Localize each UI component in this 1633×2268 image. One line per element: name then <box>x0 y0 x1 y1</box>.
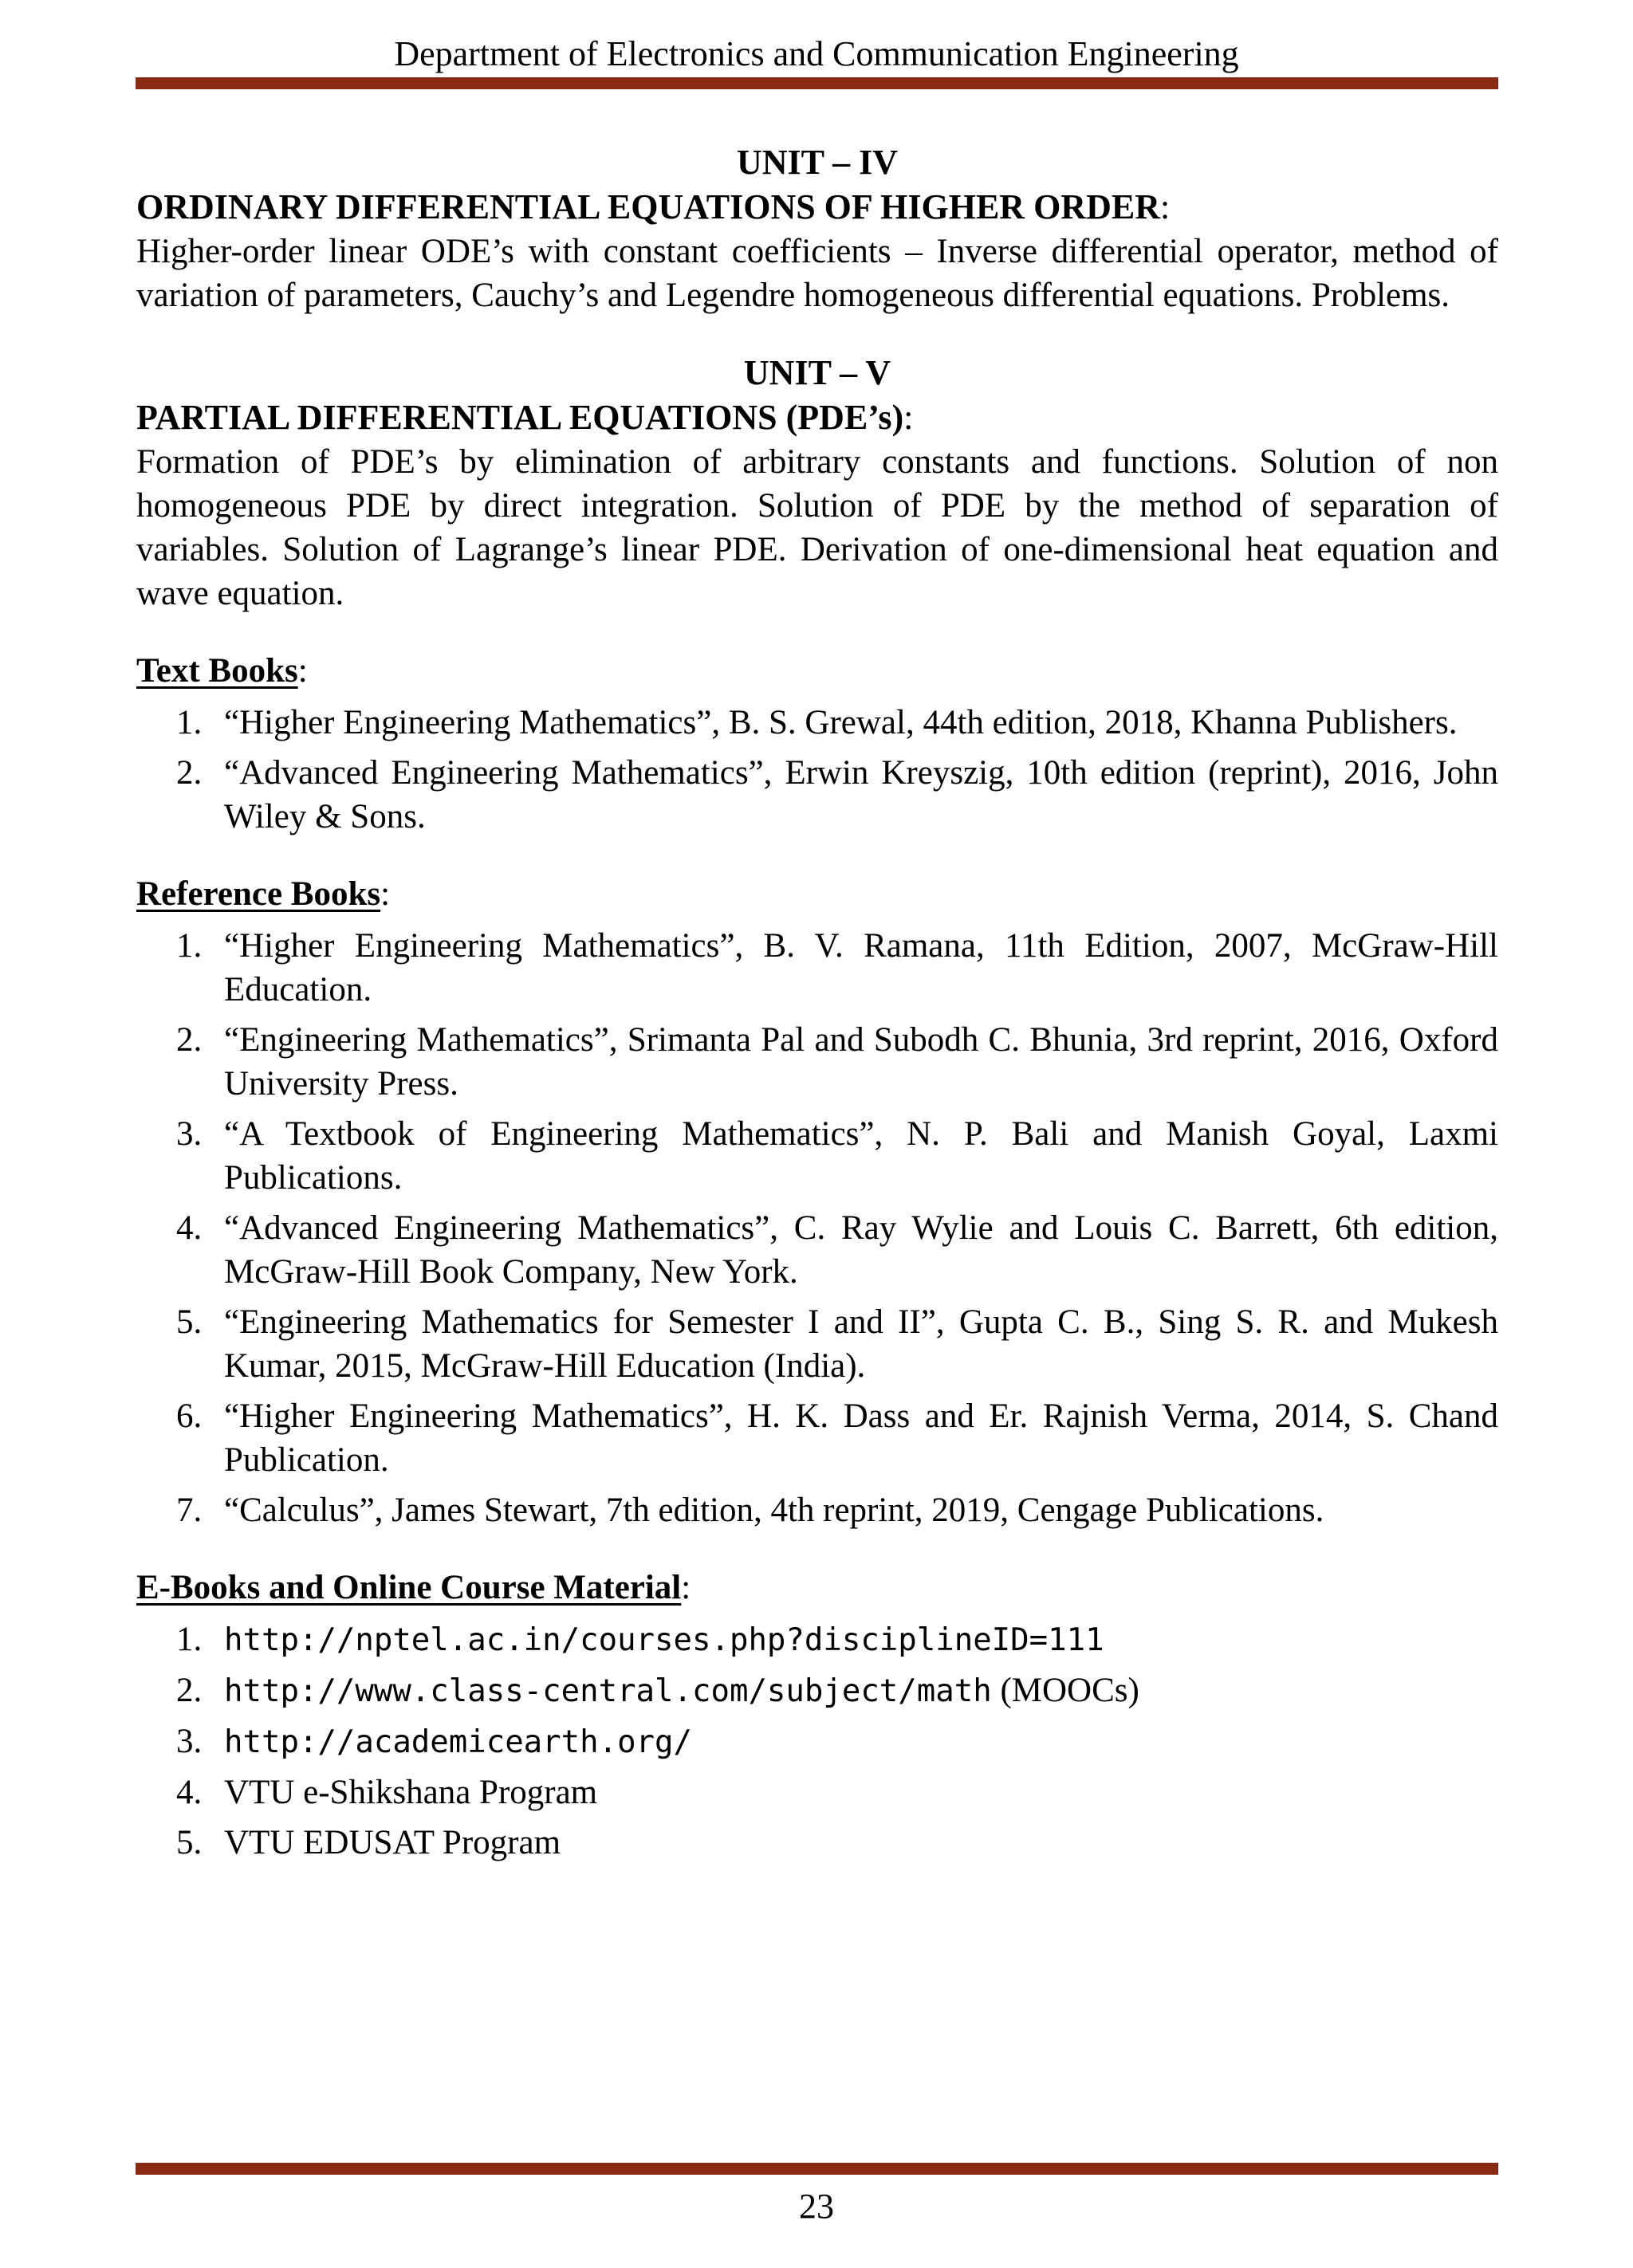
list-item <box>136 701 1498 745</box>
list-item-text: “Higher Engineering Mathematics”, B. V. Ramana, 11th Edition, 2007, McGraw-Hill Education. <box>224 927 1498 1008</box>
list-item <box>136 1720 1498 1764</box>
text-books-list <box>136 701 1498 839</box>
ebook-link[interactable]: http://academicearth.org/ <box>224 1724 692 1760</box>
list-item-number: 4. <box>176 1209 203 1247</box>
header-rule <box>136 77 1498 89</box>
unit-5-heading <box>136 395 1498 440</box>
list-item-number: 2. <box>176 1021 203 1059</box>
page-header: Department of Electronics and Communication Engineering <box>394 34 1239 73</box>
list-item-number: 3. <box>176 1115 203 1153</box>
reference-books-heading <box>136 872 1498 916</box>
list-item <box>136 1206 1498 1294</box>
list-item-text: “A Textbook of Engineering Mathematics”, N. P. Bali and Manish Goyal, Laxmi Publications. <box>224 1115 1498 1197</box>
list-item <box>136 1669 1498 1713</box>
unit-4-heading-suffix: : <box>1159 187 1171 226</box>
unit-4-body: Higher-order linear ODE’s with constant coefficients – Inverse differential operator, method of variation of parameters, Cauchy’s and Legendre homogeneous differential equations. Problems. <box>136 233 1498 314</box>
list-item <box>136 924 1498 1012</box>
unit-5-title: UNIT – V <box>743 353 891 392</box>
page-number: 23 <box>799 2187 834 2226</box>
list-item <box>136 1300 1498 1388</box>
ebook-link[interactable]: http://nptel.ac.in/courses.php?disciplineID=111 <box>224 1622 1104 1658</box>
ebooks-heading-suffix: : <box>681 1569 691 1606</box>
list-item <box>136 1488 1498 1532</box>
list-item <box>136 1771 1498 1814</box>
reference-books-heading-text: Reference Books <box>136 875 381 913</box>
reference-books-heading-suffix: : <box>380 875 391 913</box>
list-item <box>136 1018 1498 1106</box>
list-item-text: “Advanced Engineering Mathematics”, Erwin Kreyszig, 10th edition (reprint), 2016, John Wiley & Sons. <box>224 754 1498 835</box>
ebooks-list <box>136 1617 1498 1865</box>
unit-4-heading-text: ORDINARY DIFFERENTIAL EQUATIONS OF HIGHER ORDER <box>136 187 1160 226</box>
list-item-number: 2. <box>176 1672 203 1709</box>
text-books-heading-suffix: : <box>297 652 308 690</box>
list-item-number: 6. <box>176 1397 203 1435</box>
ebook-note: VTU EDUSAT Program <box>224 1824 561 1861</box>
footer-rule <box>136 2163 1498 2175</box>
list-item-text: “Calculus”, James Stewart, 7th edition, 4th reprint, 2019, Cengage Publications. <box>224 1492 1324 1529</box>
ebook-link[interactable]: http://www.class-central.com/subject/math <box>224 1673 992 1709</box>
list-item-text: “Higher Engineering Mathematics”, H. K. Dass and Er. Rajnish Verma, 2014, S. Chand Publication. <box>224 1397 1498 1479</box>
list-item-text: “Engineering Mathematics”, Srimanta Pal and Subodh C. Bhunia, 3rd reprint, 2016, Oxford University Press. <box>224 1021 1498 1103</box>
list-item-text: “Engineering Mathematics for Semester I and II”, Gupta C. B., Sing S. R. and Mukesh Kumar, 2015, McGraw-Hill Education (India). <box>224 1303 1498 1385</box>
text-books-heading-text: Text Books <box>136 652 298 690</box>
ebooks-heading-text: E-Books and Online Course Material <box>136 1569 682 1606</box>
list-item-number: 1. <box>176 927 203 965</box>
list-item-text: “Advanced Engineering Mathematics”, C. Ray Wylie and Louis C. Barrett, 6th edition, McGraw-Hill Book Company, New York. <box>224 1209 1498 1291</box>
list-item-number: 3. <box>176 1723 203 1760</box>
ebook-note: VTU e-Shikshana Program <box>224 1774 598 1811</box>
list-item <box>136 1821 1498 1865</box>
list-item-text: “Higher Engineering Mathematics”, B. S. Grewal, 44th edition, 2018, Khanna Publishers. <box>224 704 1458 741</box>
unit-4-title: UNIT – IV <box>736 143 899 182</box>
list-item-number: 5. <box>176 1303 203 1341</box>
list-item <box>136 1394 1498 1482</box>
list-item-number: 4. <box>176 1774 203 1811</box>
list-item-number: 2. <box>176 754 203 792</box>
page-content <box>136 140 1498 1871</box>
list-item-number: 5. <box>176 1824 203 1861</box>
unit-5-heading-text: PARTIAL DIFFERENTIAL EQUATIONS (PDE’s) <box>136 398 904 437</box>
list-item <box>136 1112 1498 1200</box>
text-books-heading <box>136 649 1498 693</box>
list-item <box>136 751 1498 839</box>
list-item-number: 1. <box>176 1621 203 1658</box>
list-item-number: 1. <box>176 704 203 741</box>
unit-5-heading-suffix: : <box>903 398 914 437</box>
reference-books-list <box>136 924 1498 1532</box>
list-item-number: 7. <box>176 1492 203 1529</box>
unit-4-heading <box>136 185 1498 230</box>
ebooks-heading <box>136 1566 1498 1610</box>
list-item <box>136 1617 1498 1662</box>
unit-5-body: Formation of PDE’s by elimination of arbitrary constants and functions. Solution of non homogeneous PDE by direct integration. Solution of PDE by the method of separation of variables. Solution of Lagrange’s linear PDE. Derivation of one-dimensional heat equation and wave equation. <box>136 443 1498 612</box>
ebook-note: (MOOCs) <box>991 1672 1139 1709</box>
